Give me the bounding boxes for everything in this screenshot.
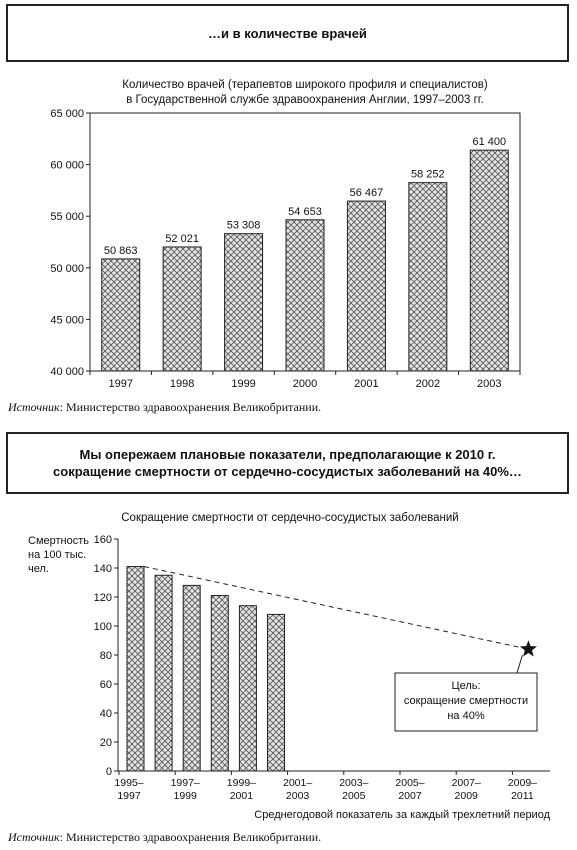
y-tick-label: 60 000 [50,159,84,172]
x-axis-label: Среднегодовой показатель за каждый трехлетний период [254,809,550,821]
y-axis-label: на 100 тыс. [28,549,87,561]
chart-title-line2: в Государственной службе здравоохранения Англии, 1997–2003 гг. [126,94,484,106]
x-tick-label: 1997 [117,790,141,802]
annotation-text: сокращение смертности [403,695,529,707]
x-tick-label: 2003 [285,790,310,802]
x-tick-label-2000: 2000 [292,378,318,390]
y-axis-label: Смертность [28,535,89,547]
y-tick-label: 80 [99,650,112,662]
data-label-1997: 50 863 [103,244,138,257]
annotation-text: на 40% [447,710,485,722]
data-label-2001: 56 467 [349,187,384,200]
x-tick-label: 2001 [229,790,254,802]
x-tick-label: 1999 [173,790,197,802]
y-tick-label: 160 [93,534,112,546]
data-label-2000: 54 653 [288,205,322,218]
x-tick-label-2001: 2001 [354,378,379,390]
y-tick-label: 50 000 [50,262,84,275]
x-tick-label: 1997– [170,777,200,789]
data-label-2002: 58 252 [411,168,445,181]
source-text: : Министерство здравоохранения Великобритании. [59,400,322,414]
mortality-bar [127,567,144,771]
x-tick-label-2003: 2003 [477,378,502,390]
target-trend-line [144,567,528,650]
x-tick-label: 2001– [282,777,313,789]
mortality-bar [239,606,256,771]
data-label-1999: 53 308 [226,219,261,232]
y-tick-label: 40 000 [50,366,84,378]
mortality-bar [268,614,285,771]
y-tick-label: 45 000 [50,314,84,327]
y-tick-label: 40 [99,708,112,720]
x-tick-label: 2011 [511,790,534,802]
x-tick-label: 2009 [454,790,478,802]
x-tick-label: 2005 [342,790,366,802]
chart-title: Сокращение смертности от сердечно-сосудистых заболеваний [121,512,459,524]
source-label: Источник [8,830,60,844]
x-tick-label: 1995– [114,777,144,789]
x-tick-label: 1999– [226,777,257,789]
x-tick-label-1999: 1999 [231,378,256,390]
chart-title-line1: Количество врачей (терапевтов широкого профиля и специалистов) [122,79,488,91]
x-tick-label-1998: 1998 [169,378,195,390]
x-tick-label: 2007– [451,777,481,789]
y-tick-label: 20 [99,737,112,749]
y-tick-label: 65 000 [50,108,84,120]
data-label-1998: 52 021 [165,232,199,245]
x-tick-label: 2009– [507,777,538,789]
y-tick-label: 100 [93,621,112,633]
x-tick-label-1997: 1997 [108,378,133,390]
headline-mortality-line2: сокращение смертности от сердечно-сосудистых заболеваний на 40%… [53,464,522,479]
x-tick-label: 2007 [398,790,422,802]
source-note-mortality [8,830,321,845]
y-tick-label: 55 000 [50,211,84,224]
y-tick-label: 0 [105,766,112,778]
source-text: : Министерство здравоохранения Великобритании. [59,830,322,844]
y-tick-label: 60 [99,679,112,691]
mortality-bar [211,596,228,771]
mortality-bar [155,575,172,771]
headline-doctors: …и в количестве врачей [208,25,367,41]
source-label: Источник [8,400,60,414]
annotation-text: Цель: [451,680,481,692]
x-tick-label: 2003– [339,777,369,789]
mortality-bar [183,585,200,771]
data-label-2003: 61 400 [472,136,507,149]
x-tick-label: 2005– [395,777,425,789]
annotation-pointer [517,655,522,673]
y-tick-label: 120 [93,592,112,604]
y-axis-label: чел. [28,563,49,575]
y-tick-label: 140 [93,563,112,575]
x-tick-label-2002: 2002 [415,378,441,390]
headline-mortality-line1: Мы опережаем плановые показатели, предполагающие к 2010 г. [79,447,496,462]
star-icon [520,640,537,656]
